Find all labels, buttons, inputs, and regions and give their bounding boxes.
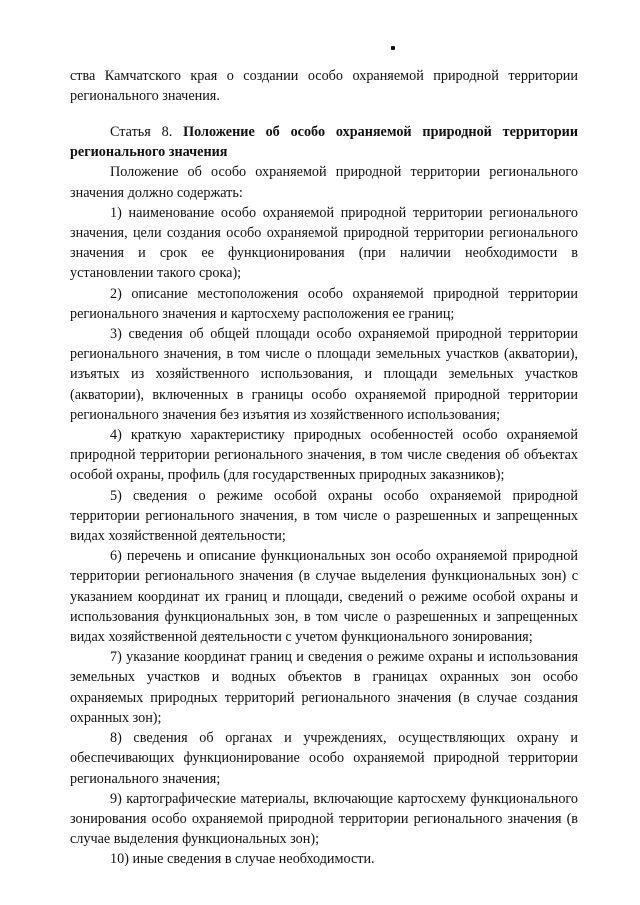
list-item-1: 1) наименование особо охраняемой природной территории регионального значения, цели создания особо охраняемой природной территории регионального значения и срок ее функционирования (при наличии необходимости в установлении такого срока); <box>70 204 578 282</box>
list-item-4: 4) краткую характеристику природных особенностей особо охраняемой природной территории регионального значения, в том числе сведения об объектах особой охраны, профиль (для государственных природных заказников); <box>70 427 578 484</box>
article-intro: Положение об особо охраняемой природной территории регионального значения должно содержать: <box>70 164 578 201</box>
article-number: Статья 8. <box>110 124 184 140</box>
list-item-10: 10) иные сведения в случае необходимости. <box>110 851 375 868</box>
article-heading: Положение об особо охраняемой природной территории регионального значения <box>70 124 578 161</box>
article-title <box>70 122 578 162</box>
list-item-9: 9) картографические материалы, включающие картосхему функционального зонирования особо охраняемой природной территории регионального значения (в случае выделения функциональных зон); <box>70 790 578 848</box>
page-number-mark <box>70 40 578 52</box>
document-page <box>70 0 578 905</box>
list-item-7: 7) указание координат границ и сведения о режиме охраны и использования земельных участков и водных объектов в границах охранных зон особо охраняемых природных территорий регионального значения (в случае создания охранных зон); <box>70 649 578 726</box>
list-item-8: 8) сведения об органах и учреждениях, осуществляющих охрану и обеспечивающих функционирование особо охраняемой природной территории регионального значения; <box>70 730 578 787</box>
list-item-3: 3) сведения об общей площади особо охраняемой природной территории регионального значения, в том числе о площади земельных участков (акватории), изъятых из хозяйственного использования, и площади земельных участков (акватории), включенных в границы особо охраняемой природной территории регионального значения без изъятия из хозяйственного использования; <box>70 326 578 423</box>
continuation-paragraph: ства Камчатского края о создании особо охраняемой природной территории регионального значения. <box>70 68 578 105</box>
list-item-2: 2) описание местоположения особо охраняемой природной территории регионального значения и картосхему расположения ее границ; <box>70 285 578 322</box>
page-mark-dot <box>391 46 395 50</box>
list-item-5: 5) сведения о режиме особой охраны особо охраняемой природной территории регионального значения, в том числе о разрешенных и запрещенных видах хозяйственной деятельности; <box>70 487 578 545</box>
article-8 <box>70 122 578 870</box>
list-item-6: 6) перечень и описание функциональных зон особо охраняемой природной территории регионального значения (в случае выделения функциональных зон) с указанием координат их границ и площади, сведений о режиме особой охраны и использования функциональных зон, в том числе о разрешенных и запрещенных видах хозяйственной деятельности с учетом функционального зонирования; <box>70 548 578 646</box>
